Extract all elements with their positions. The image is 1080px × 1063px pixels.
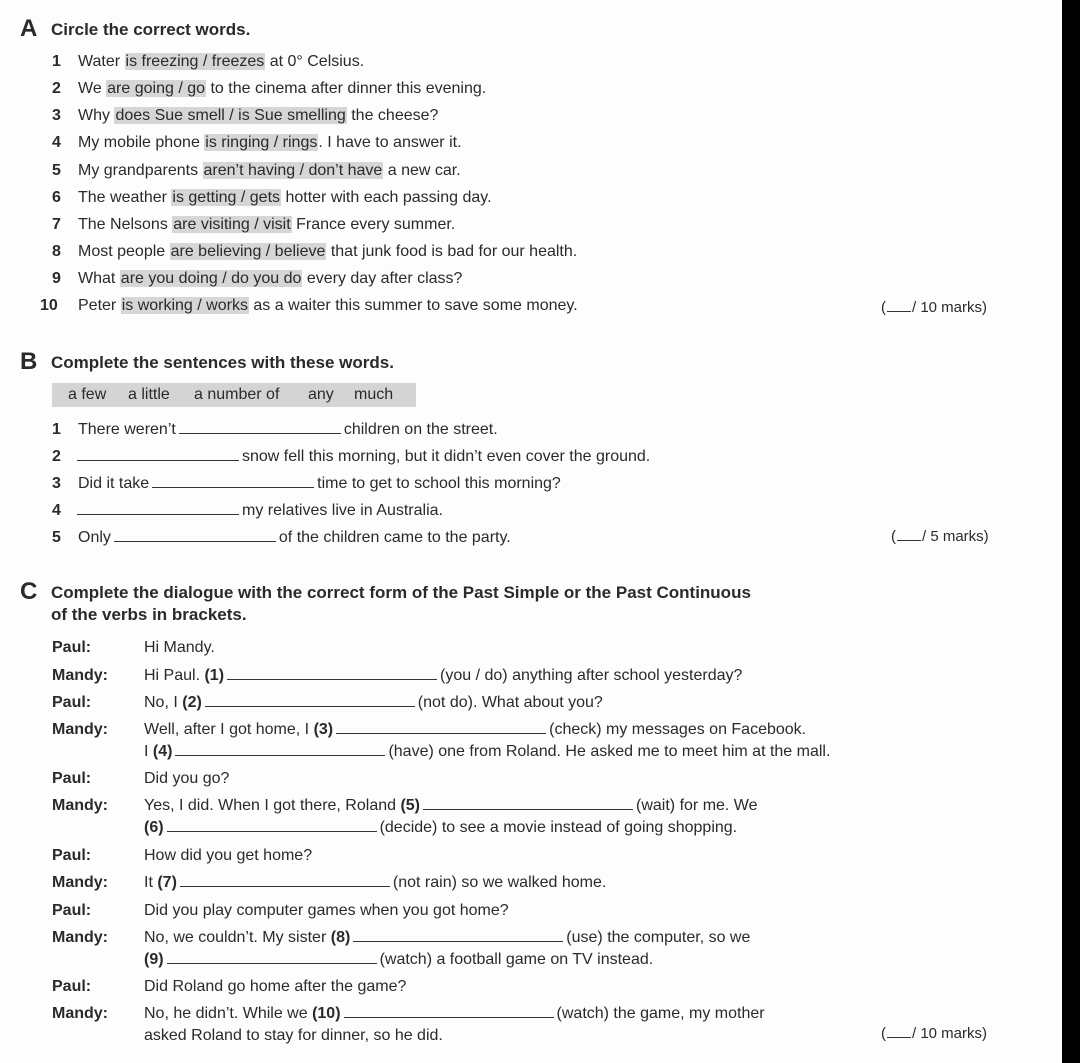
- word-bank-item: any: [308, 386, 334, 403]
- answer-choice[interactable]: are going / go: [107, 80, 206, 97]
- answer-choice[interactable]: is freezing / freezes: [125, 53, 265, 70]
- item-number: 5: [52, 162, 61, 179]
- answer-choice[interactable]: are you doing / do you do: [120, 270, 302, 287]
- answer-choice[interactable]: are visiting / visit: [173, 216, 291, 233]
- speaker: Mandy:: [52, 797, 108, 814]
- section-c-title-line1: Complete the dialogue with the correct form of the Past Simple or the Past Continuous: [51, 583, 751, 602]
- section-c-marks: ( / 10 marks): [881, 1025, 988, 1042]
- answer-choice[interactable]: are believing / believe: [170, 243, 326, 260]
- word-bank-item: a little: [128, 386, 170, 403]
- section-a-letter: A: [20, 15, 38, 42]
- word-box: [52, 383, 416, 407]
- speaker: Mandy:: [52, 1005, 108, 1022]
- speaker: Paul:: [52, 639, 92, 656]
- speaker: Mandy:: [52, 929, 108, 946]
- section-b-marks: ( / 5 marks): [891, 528, 989, 545]
- speaker: Paul:: [52, 847, 92, 864]
- worksheet-page: A Circle the correct words. 1 Water is freezing / freezes at 0° Celsius. 2 We are going / go to the cinema after dinner this evening. 3 Why does Sue smell / is Sue smelling the cheese? 4 My mobile phone is ringing / rings. I have to answer it. 5 My grandparents aren’t having / don’t have a new car. 6 The weather is getting / gets hotter with each passing day. 7 The Nelsons are visiting / visit France every summer. 8 Most people are believing / believe that junk food is bad for our health. 9 What are you doing / do you do every day after class? 10 Peter is working / works as a waiter this summer to save some money. ( / 10 marks) B Complete the sentences with these words. a few a little a number of any much 1 There weren’t children on the street. 2 snow fell this morning, but it didn’t even cover the ground. 3 Did it take time to get to school this morning? 4 my relatives live in Australia. 5 Only of the children came to the party. ( / 5 marks) C Complete the dialogue with the correct form of the Past Simple or the Past Continuous of the verbs in brackets. Paul: Hi Mandy. Mandy: Hi Paul. (1) (you / do) anything after school yesterday? Paul: No, I (2) (not do). What about you? Mandy: Well, after I got home, I (3) (check) my messages on Facebook. I (4) (have) one from Roland. He asked me to meet him at the mall. Paul: Did you go? Mandy: Yes, I did. When I got there, Roland (5) (wait) for me. We (6) (decide) to see a movie instead of going shopping. Paul: How did you get home? Mandy: It (7) (not rain) so we walked home. Paul: Did you play computer games when you got home? Mandy: No, we couldn’t. My sister (8) (use) the computer, so we (9) (watch) a football game on TV instead. Paul: Did Roland go home after the game? Mandy: No, he didn’t. While we (10) (watch) the game, my mother asked Roland to stay for dinner, so he did. ( / 10 marks): [0, 0, 1062, 1063]
- section-b-letter: B: [20, 348, 38, 375]
- answer-blank[interactable]: [167, 819, 377, 832]
- item-number: 6: [52, 189, 61, 206]
- section-b-title: Complete the sentences with these words.: [51, 353, 394, 372]
- section-c-title-line2: of the verbs in brackets.: [51, 605, 247, 624]
- item-number: 4: [52, 134, 61, 151]
- answer-blank[interactable]: [423, 797, 633, 810]
- word-bank-item: much: [354, 386, 394, 403]
- answer-blank[interactable]: [179, 421, 341, 434]
- answer-choice[interactable]: does Sue smell / is Sue smelling: [115, 107, 346, 124]
- speaker: Paul:: [52, 902, 92, 919]
- answer-blank[interactable]: [227, 667, 437, 680]
- speaker: Paul:: [52, 694, 92, 711]
- item-number: 3: [52, 107, 61, 124]
- speaker: Paul:: [52, 770, 92, 787]
- answer-blank[interactable]: [77, 448, 239, 461]
- answer-blank[interactable]: [152, 475, 314, 488]
- score-blank[interactable]: [897, 528, 921, 541]
- word-bank-item: a few: [68, 386, 107, 403]
- speaker: Mandy:: [52, 721, 108, 738]
- item-number: 7: [52, 216, 61, 233]
- answer-blank[interactable]: [180, 874, 390, 887]
- answer-choice[interactable]: is getting / gets: [172, 189, 281, 206]
- speaker: Paul:: [52, 978, 92, 995]
- score-blank[interactable]: [887, 1025, 911, 1038]
- answer-choice[interactable]: is ringing / rings: [205, 134, 318, 151]
- word-bank-item: a number of: [194, 386, 280, 403]
- speaker: Mandy:: [52, 667, 108, 684]
- item-number: 8: [52, 243, 61, 260]
- section-a-marks: ( / 10 marks): [881, 299, 988, 316]
- item-number: 10: [40, 297, 58, 314]
- answer-choice[interactable]: is working / works: [121, 297, 248, 314]
- speaker: Mandy:: [52, 874, 108, 891]
- answer-blank[interactable]: [336, 721, 546, 734]
- answer-blank[interactable]: [205, 694, 415, 707]
- answer-blank[interactable]: [344, 1005, 554, 1018]
- answer-blank[interactable]: [167, 951, 377, 964]
- section-c-letter: C: [20, 578, 38, 605]
- answer-choice[interactable]: aren’t having / don’t have: [203, 162, 383, 179]
- item-number: 2: [52, 80, 61, 97]
- answer-blank[interactable]: [77, 502, 239, 515]
- score-blank[interactable]: [887, 299, 911, 312]
- item-number: 1: [52, 53, 61, 70]
- answer-blank[interactable]: [353, 929, 563, 942]
- section-a-title: Circle the correct words.: [51, 20, 251, 39]
- answer-blank[interactable]: [175, 743, 385, 756]
- item-number: 9: [52, 270, 61, 287]
- answer-blank[interactable]: [114, 529, 276, 542]
